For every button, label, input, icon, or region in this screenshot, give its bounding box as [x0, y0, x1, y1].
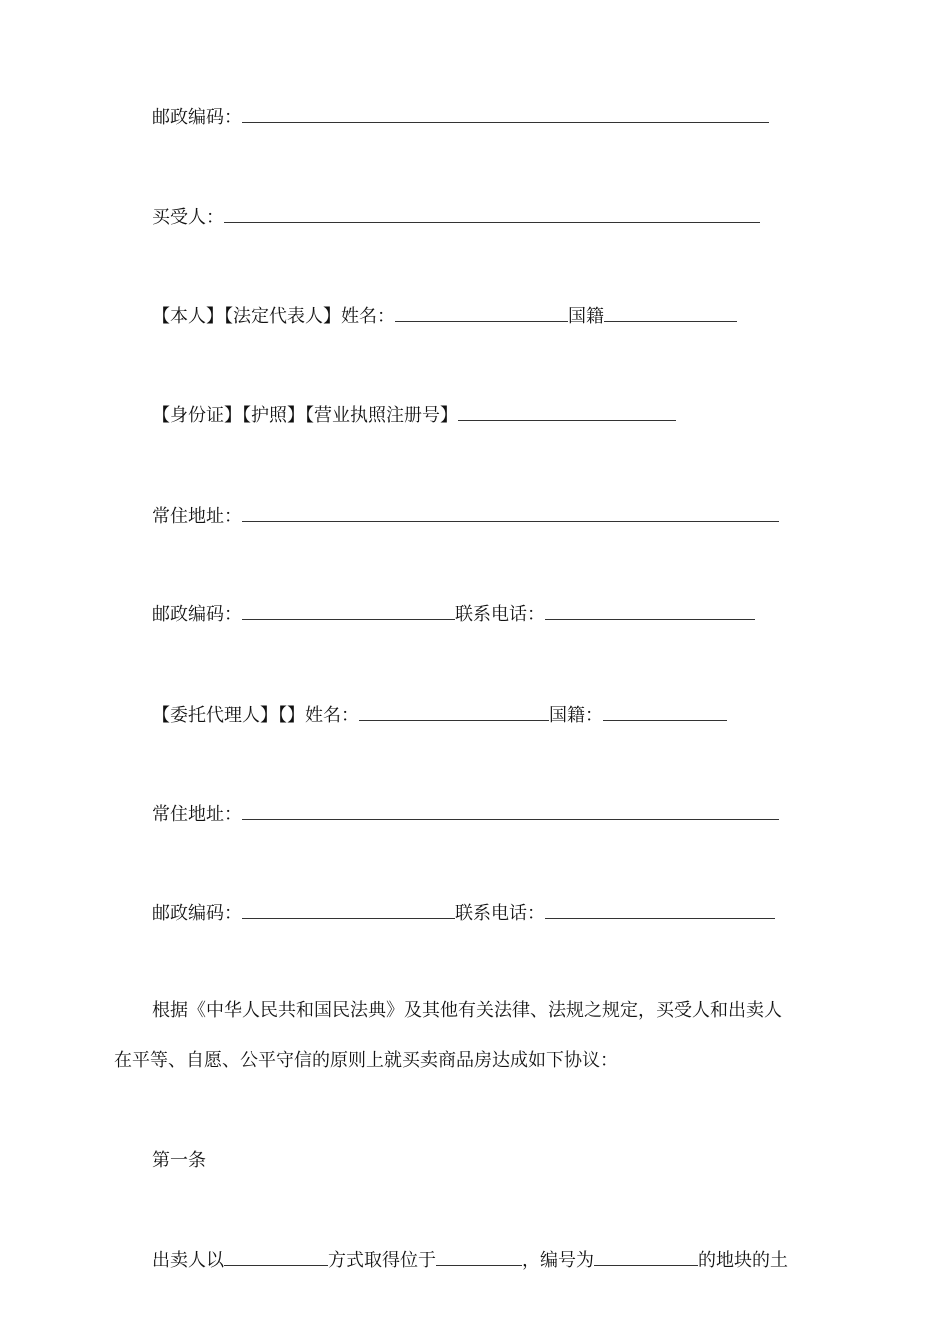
agent-contact-line — [152, 900, 775, 926]
acquisition-method-blank[interactable] — [224, 1247, 328, 1266]
buyer-nationality-label: 国籍 — [568, 306, 604, 327]
buyer-address-blank[interactable] — [242, 503, 779, 522]
buyer-address-line — [152, 503, 779, 529]
agent-nationality-blank[interactable] — [603, 702, 727, 721]
agent-postcode-blank[interactable] — [242, 900, 455, 919]
buyer-blank[interactable] — [224, 204, 760, 223]
buyer-line — [152, 204, 760, 230]
seller-postcode-line — [152, 104, 769, 130]
buyer-contact-line — [152, 601, 755, 627]
buyer-postcode-blank[interactable] — [242, 601, 455, 620]
buyer-phone-blank[interactable] — [545, 601, 755, 620]
buyer-name-label: 【本人】【法定代表人】姓名： — [152, 306, 395, 327]
buyer-name-blank[interactable] — [395, 303, 568, 322]
location-blank[interactable] — [436, 1247, 522, 1266]
preamble-line-2: 在平等、自愿、公平守信的原则上就买卖商品房达成如下协议： — [114, 1050, 618, 1071]
article-part-3: ，编号为 — [522, 1250, 594, 1271]
agent-name-blank[interactable] — [359, 702, 549, 721]
agent-nationality-label: 国籍： — [549, 705, 603, 726]
agent-address-line — [152, 801, 779, 827]
article-part-1: 出卖人以 — [152, 1250, 224, 1271]
buyer-address-label: 常住地址： — [152, 506, 242, 527]
article-part-2: 方式取得位于 — [328, 1250, 436, 1271]
buyer-id-label: 【身份证】【护照】【营业执照注册号】 — [152, 405, 458, 426]
buyer-id-line — [152, 402, 676, 428]
agent-address-blank[interactable] — [242, 801, 779, 820]
agent-name-line — [152, 702, 727, 728]
agent-name-label: 【委托代理人】【】姓名： — [152, 705, 359, 726]
buyer-label: 买受人： — [152, 207, 224, 228]
buyer-postcode-label: 邮政编码： — [152, 604, 242, 625]
plot-number-blank[interactable] — [594, 1247, 698, 1266]
agent-phone-label: 联系电话： — [455, 903, 545, 924]
article-one-text — [152, 1247, 788, 1273]
buyer-id-blank[interactable] — [458, 402, 676, 421]
agent-postcode-label: 邮政编码： — [152, 903, 242, 924]
agent-phone-blank[interactable] — [545, 900, 775, 919]
article-part-4: 的地块的土 — [698, 1250, 788, 1271]
buyer-nationality-blank[interactable] — [604, 303, 737, 322]
seller-postcode-label: 邮政编码： — [152, 107, 242, 128]
agent-address-label: 常住地址： — [152, 804, 242, 825]
buyer-name-line — [152, 303, 737, 329]
buyer-phone-label: 联系电话： — [455, 604, 545, 625]
article-heading: 第一条 — [152, 1150, 206, 1171]
preamble-line-1: 根据《中华人民共和国民法典》及其他有关法律、法规之规定，买受人和出卖人 — [152, 1000, 782, 1021]
seller-postcode-blank[interactable] — [242, 104, 769, 123]
